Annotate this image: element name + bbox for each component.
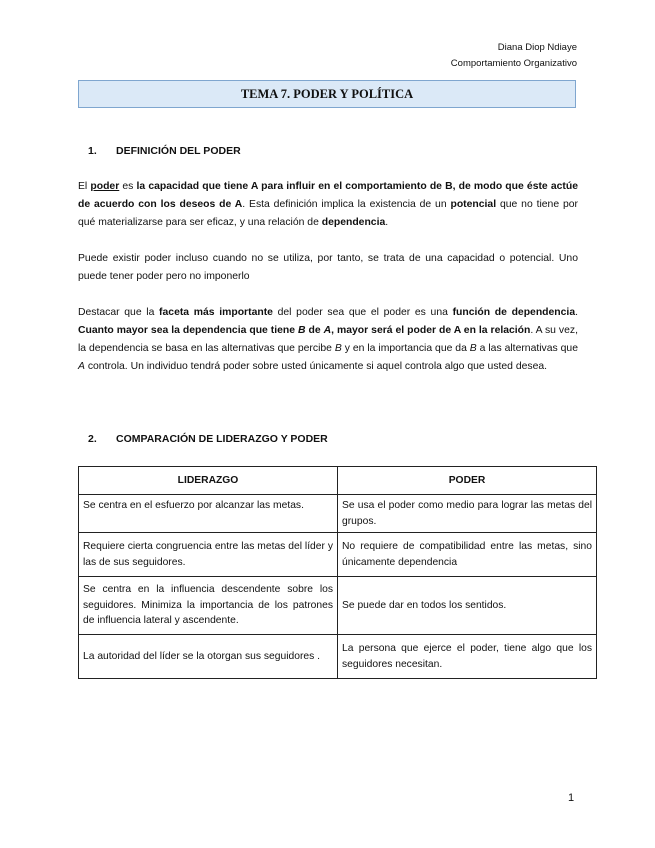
section-2-heading xyxy=(88,433,328,445)
bold-text: faceta más importante xyxy=(159,307,273,318)
table-row xyxy=(79,577,597,635)
bold-text: potencial xyxy=(450,199,497,210)
section-1-number: 1. xyxy=(88,145,97,157)
comparison-table xyxy=(78,466,597,679)
table-cell: No requiere de compatibilidad entre las metas, sino únicamente dependencia xyxy=(338,533,597,577)
text: . A su vez, la dependencia se basa en las alternativas que percibe xyxy=(78,325,578,354)
italic-var: A xyxy=(323,325,332,336)
column-header-poder: PODER xyxy=(338,467,597,495)
paragraph-capacity: Puede existir poder incluso cuando no se utiliza, por tanto, se trata de una capacidad o potencial. Uno puede tener poder pero no imponerlo xyxy=(78,253,578,282)
table-row xyxy=(79,635,597,679)
bold-text: , mayor será el poder de A en la relación xyxy=(331,325,531,336)
bold-text: de xyxy=(305,325,324,336)
bold-text: dependencia xyxy=(321,217,386,228)
section-1-heading xyxy=(88,145,241,157)
table-cell: Se usa el poder como medio para lograr las metas del grupos. xyxy=(338,495,597,533)
section-2-title: COMPARACIÓN DE LIDERAZGO Y PODER xyxy=(116,433,328,445)
text: controla. Un individuo tendrá poder sobre usted únicamente si aquel controla algo que usted desea. xyxy=(84,361,548,372)
bold-text: función de dependencia xyxy=(452,307,576,318)
text: y en la importancia que da xyxy=(341,343,470,354)
text: . xyxy=(385,217,389,228)
table-cell: La autoridad del líder se la otorgan sus seguidores . xyxy=(79,635,338,679)
paragraph-definition xyxy=(78,178,578,232)
table-cell: Se puede dar en todos los sentidos. xyxy=(338,577,597,635)
table-cell: Se centra en el esfuerzo por alcanzar las metas. xyxy=(79,495,338,533)
text: El xyxy=(78,181,91,192)
header-author: Diana Diop Ndiaye xyxy=(497,42,577,53)
page-number: 1 xyxy=(568,792,575,804)
term-poder: poder xyxy=(90,181,120,192)
text: es xyxy=(119,181,137,192)
table-cell: La persona que ejerce el poder, tiene algo que los seguidores necesitan. xyxy=(338,635,597,679)
text: a las alternativas que xyxy=(476,343,578,354)
paragraph-dependency xyxy=(78,304,578,376)
column-header-liderazgo: LIDERAZGO xyxy=(79,467,338,495)
bold-text: la capacidad que tiene A para influir en el comportamiento de B, de modo que éste actúe de acuerdo con los deseos de A xyxy=(78,181,578,210)
text: . Esta definición implica la existencia de un xyxy=(242,199,451,210)
bold-text: Cuanto mayor sea la dependencia que tiene xyxy=(78,325,299,336)
text: Destacar que la xyxy=(78,307,160,318)
text: del poder sea que el poder es una xyxy=(272,307,453,318)
table-header-row xyxy=(79,467,597,495)
page-title: TEMA 7. PODER Y POLÍTICA xyxy=(78,80,576,108)
italic-var: B xyxy=(469,343,477,354)
table-cell: Requiere cierta congruencia entre las metas del líder y las de sus seguidores. xyxy=(79,533,338,577)
table-row xyxy=(79,533,597,577)
text: que no tiene por qué materializarse para ser eficaz, y una relación de xyxy=(78,199,578,228)
italic-var: A xyxy=(78,361,85,372)
table-cell: Se centra en la influencia descendente sobre los seguidores. Minimiza la importancia de los patrones de influencia lateral y ascendente. xyxy=(79,577,338,635)
italic-var: B xyxy=(334,343,342,354)
table-row xyxy=(79,495,597,533)
section-2-number: 2. xyxy=(88,433,97,445)
section-1-title: DEFINICIÓN DEL PODER xyxy=(116,145,241,157)
header-subject: Comportamiento Organizativo xyxy=(450,58,577,69)
text: . xyxy=(575,307,578,318)
italic-var: B xyxy=(298,325,306,336)
